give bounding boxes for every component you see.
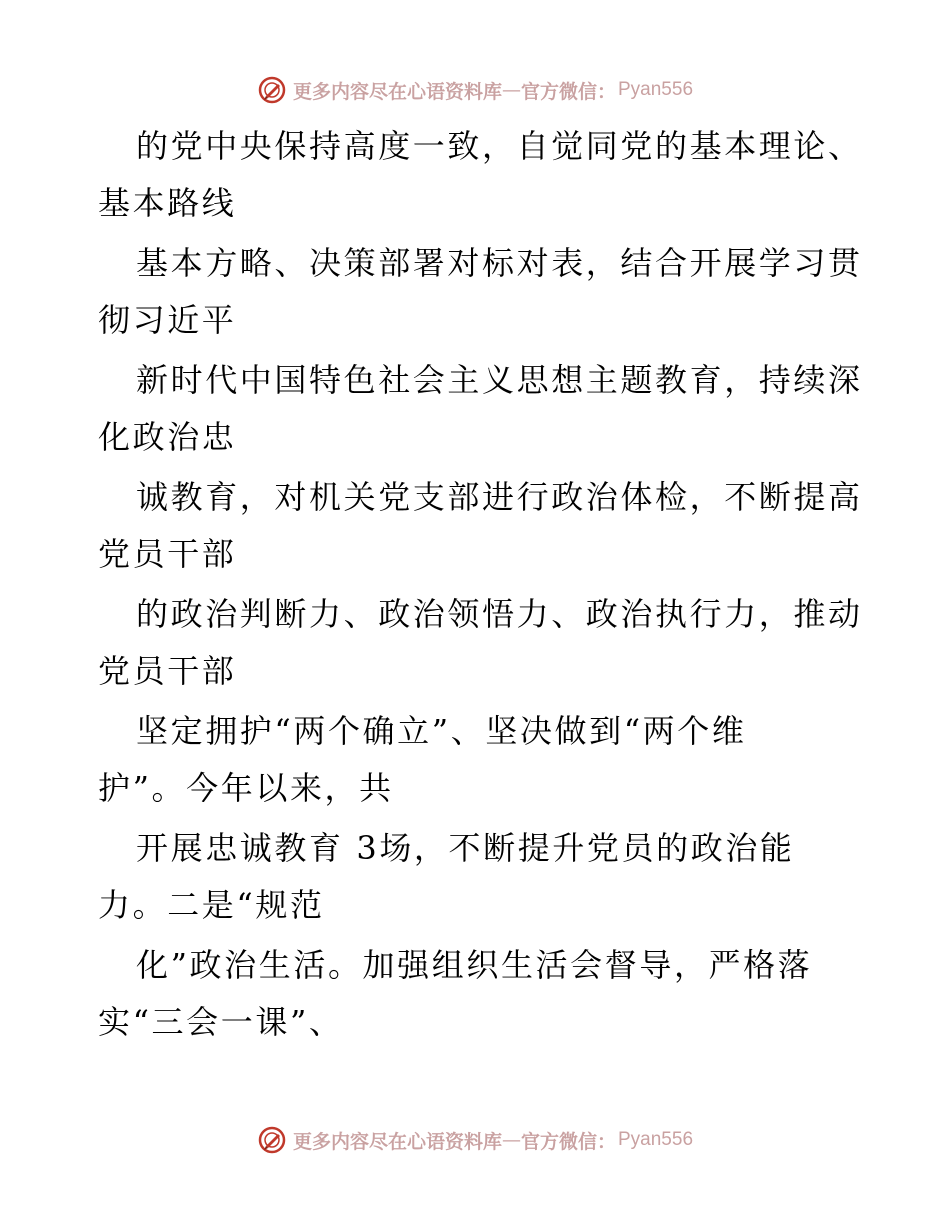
text-line: 实“三会一课”、: [98, 1003, 344, 1041]
text-line: 新时代中国特色社会主义思想主题教育，持续深: [136, 361, 863, 399]
text-line: 力。二是“规范: [98, 886, 325, 924]
banner-main-text: 更多内容尽在心语资料库: [292, 1130, 502, 1153]
text-line: 党员干部: [98, 535, 237, 573]
banner-separator: —: [501, 1129, 521, 1151]
banner-main-text: 更多内容尽在心语资料库: [292, 80, 502, 103]
text-line: 护”。今年以来，共: [98, 769, 394, 807]
pen-logo-icon: [257, 1125, 287, 1155]
footer-banner: [0, 1120, 950, 1160]
pen-logo-icon: [257, 75, 287, 105]
banner-separator: —: [501, 79, 521, 101]
text-line: 基本方略、决策部署对标对表，结合开展学习贯: [136, 244, 863, 282]
text-line: 基本路线: [98, 184, 237, 222]
text-line: 化政治忠: [98, 418, 237, 456]
text-line: 诚教育，对机关党支部进行政治体检，不断提高: [136, 478, 863, 516]
banner-wechat-id: Pyan556: [618, 79, 694, 100]
text-line: 的党中央保持高度一致，自觉同党的基本理论、: [136, 127, 863, 165]
banner-wechat-label: 官方微信：: [520, 1130, 616, 1153]
banner-wechat-id: Pyan556: [618, 1129, 694, 1150]
text-line: 彻习近平: [98, 301, 237, 339]
text-line: 党员干部: [98, 652, 237, 690]
text-line: 坚定拥护“两个确立”、坚决做到“两个维: [136, 712, 747, 750]
banner-wechat-label: 官方微信：: [520, 80, 616, 103]
text-line: 的政治判断力、政治领悟力、政治执行力，推动: [136, 595, 863, 633]
text-line: 开展忠诚教育 3场，不断提升党员的政治能: [136, 829, 795, 867]
header-banner: [0, 70, 950, 110]
text-line: 化”政治生活。加强组织生活会督导，严格落: [136, 946, 813, 984]
